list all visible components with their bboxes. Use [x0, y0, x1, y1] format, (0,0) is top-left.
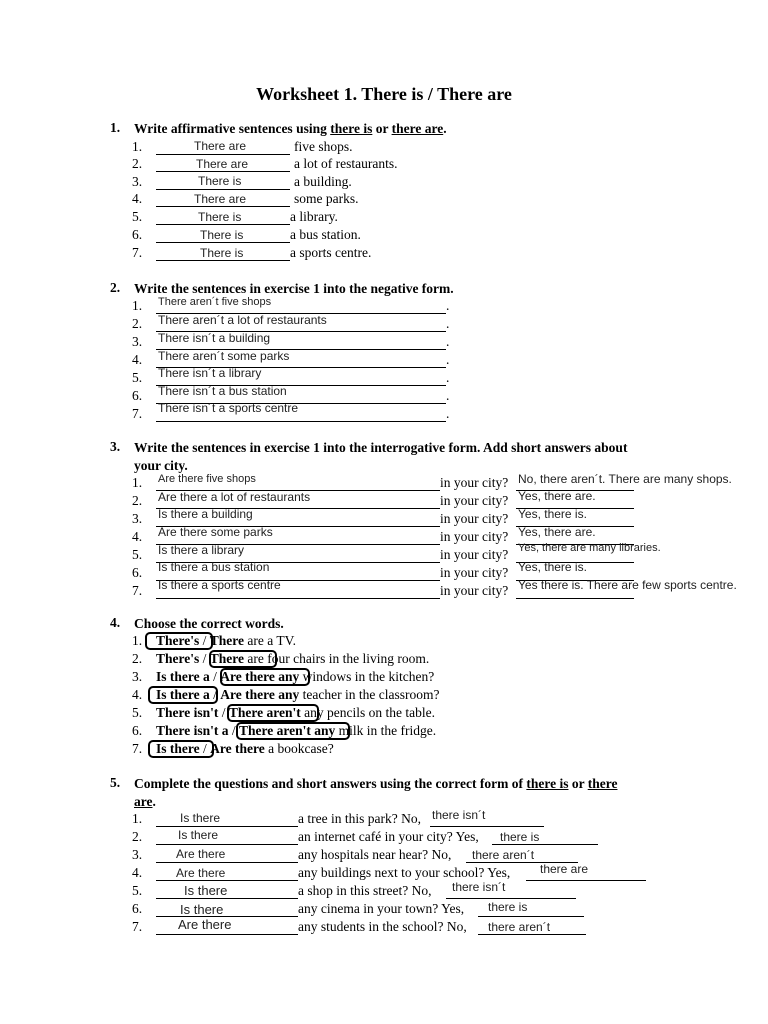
list-item: [132, 901, 768, 918]
handwritten-question: Is there a library: [158, 543, 245, 557]
list-item: [132, 862, 768, 882]
handwritten-short-answer: there is: [488, 900, 528, 914]
list-item: 1. There aren´t five shops .: [132, 296, 450, 313]
handwritten-answer: There aren´t a lot of restaurants: [158, 313, 327, 327]
instruction-text: Write affirmative sentences using: [134, 121, 331, 136]
option-a[interactable]: Is there: [156, 741, 200, 756]
option-a[interactable]: Is there a: [156, 669, 210, 684]
list-item: [132, 919, 768, 936]
handwritten-answer: There are: [194, 192, 247, 206]
item-number: 7.: [132, 919, 143, 934]
list-item: 2. There aren´t a lot of restaurants .: [132, 313, 450, 331]
item-number: 7.: [132, 406, 143, 421]
handwritten-short-answer: there is: [500, 830, 540, 844]
handwritten-answer: There isn´t a library: [158, 366, 262, 380]
handwritten-short-answer: Yes there is. There are few sports centre.: [518, 578, 737, 592]
handwritten-answer: Are there: [176, 866, 226, 880]
instruction-text: Write the sentences in exercise 1 into the interrogative form. Add short answers about: [134, 440, 628, 455]
list-item: [132, 669, 768, 686]
handwritten-answer: Is there: [184, 883, 228, 898]
item-number: 7.: [132, 245, 143, 260]
option-b[interactable]: There: [209, 633, 245, 648]
sentence-text: a shop in this street? No,: [298, 883, 432, 898]
option-separator: /: [228, 723, 240, 738]
sentence-text: in your city?: [440, 511, 509, 526]
item-number: 2.: [132, 829, 143, 844]
item-number: 1.: [132, 298, 143, 313]
item-number: 6.: [132, 565, 143, 580]
item-number: 1.: [132, 633, 143, 648]
exercise-number: 1.: [110, 120, 121, 135]
handwritten-short-answer: Yes, there are.: [518, 525, 596, 539]
handwritten-answer: There is: [200, 228, 244, 242]
instruction-text: or: [568, 776, 588, 791]
item-number: 3.: [132, 511, 143, 526]
exercise-number: 5.: [110, 775, 121, 790]
list-item: [132, 633, 768, 650]
handwritten-answer: There is: [200, 246, 244, 260]
sentence-text: any buildings next to your school? Yes,: [298, 865, 511, 880]
handwritten-question: Are there five shops: [158, 473, 256, 485]
item-number: 1.: [132, 139, 143, 154]
instruction-text: or: [372, 121, 392, 136]
item-number: 4.: [132, 352, 143, 367]
list-item: [132, 209, 768, 226]
handwritten-answer: Are there: [176, 847, 226, 861]
option-b[interactable]: There aren't any: [239, 723, 336, 738]
selection-circle: [145, 632, 213, 650]
list-item: [132, 651, 768, 668]
option-a[interactable]: There's: [156, 633, 200, 648]
sentence-text: some parks.: [294, 191, 359, 206]
option-separator: /: [199, 633, 210, 648]
handwritten-answer: There aren´t some parks: [158, 349, 290, 363]
option-separator: /: [199, 741, 211, 756]
sentence-text: are a TV.: [244, 633, 296, 648]
exercise-instruction: [134, 120, 734, 138]
handwritten-question: Is there a sports centre: [158, 578, 281, 592]
option-separator: /: [199, 651, 210, 666]
item-number: 3.: [132, 174, 143, 189]
handwritten-answer: There isn´t a bus station: [158, 384, 287, 398]
item-number: 5.: [132, 883, 143, 898]
exercise-instruction: [134, 439, 734, 475]
option-a[interactable]: Is there a: [156, 687, 210, 702]
list-item: [132, 245, 768, 262]
list-item: 3. There isn´t a building .: [132, 331, 450, 349]
question-blank[interactable]: [156, 811, 298, 827]
sentence-text: any hospitals near hear? No,: [298, 847, 452, 862]
handwritten-answer: There are: [194, 139, 247, 153]
item-number: 2.: [132, 156, 143, 171]
item-number: 1.: [132, 811, 143, 826]
handwritten-short-answer: there isn´t: [432, 808, 486, 822]
option-b[interactable]: Are there any: [220, 669, 300, 684]
option-a[interactable]: There isn't: [156, 705, 219, 720]
handwritten-answer: There isn´t a sports centre: [158, 401, 299, 415]
item-number: 6.: [132, 723, 143, 738]
handwritten-short-answer: Yes, there is.: [518, 507, 587, 521]
selection-circle: [227, 704, 319, 722]
item-number: 5.: [132, 547, 143, 562]
handwritten-short-answer: there aren´t: [488, 920, 551, 934]
handwritten-question: Is there a bus station: [158, 560, 270, 574]
exercise-number: 3.: [110, 439, 121, 454]
handwritten-question: Are there some parks: [158, 525, 273, 539]
sentence-text: a library.: [290, 209, 338, 224]
sentence-text: any students in the school? No,: [298, 919, 467, 934]
handwritten-answer: There isn´t a building: [158, 331, 271, 345]
question-blank[interactable]: [156, 901, 298, 917]
instruction-keyword: are: [134, 794, 153, 809]
handwritten-question: Is there a building: [158, 507, 253, 521]
item-number: 5.: [132, 705, 143, 720]
sentence-text: a lot of restaurants.: [294, 156, 398, 171]
handwritten-short-answer: there are: [540, 862, 589, 876]
list-item: 6. There isn´t a bus station .: [132, 384, 450, 403]
sentence-text: milk in the fridge.: [335, 723, 437, 738]
option-separator: /: [218, 705, 229, 720]
handwritten-question: Are there a lot of restaurants: [158, 490, 311, 504]
option-separator: /: [209, 669, 221, 684]
sentence-text: in your city?: [440, 475, 509, 490]
instruction-keyword: there: [587, 776, 618, 791]
list-item: [132, 139, 768, 156]
exercise-instruction: Choose the correct words.: [134, 616, 284, 631]
sentence-text: in your city?: [440, 565, 509, 580]
list-item: [132, 227, 768, 244]
sentence-text: a bookcase?: [264, 741, 334, 756]
item-number: 2.: [132, 651, 143, 666]
list-item: [132, 847, 768, 864]
handwritten-short-answer: there isn´t: [452, 880, 506, 894]
list-item: [132, 705, 768, 722]
handwritten-short-answer: Yes, there are many libraries.: [518, 542, 661, 554]
item-number: 2.: [132, 493, 143, 508]
item-number: 4.: [132, 191, 143, 206]
list-item: 7. There isn´t a sports centre .: [132, 401, 450, 421]
sentence-text: are four chairs in the living room.: [244, 651, 430, 666]
option-a[interactable]: There isn't a: [156, 723, 229, 738]
list-item: [132, 829, 768, 846]
sentence-text: in your city?: [440, 529, 509, 544]
exercise-number: 4.: [110, 615, 121, 630]
handwritten-answer: There are: [196, 157, 249, 171]
list-item: 5. There isn´t a library .: [132, 366, 450, 385]
instruction-keyword: there are: [391, 121, 444, 136]
list-item: [132, 808, 768, 828]
sentence-text: windows in the kitchen?: [299, 669, 435, 684]
handwritten-short-answer: Yes, there is.: [518, 560, 587, 574]
sentence-text: five shops.: [294, 139, 353, 154]
sentence-text: in your city?: [440, 547, 509, 562]
sentence-text: any cinema in your town? Yes,: [298, 901, 465, 916]
item-number: 5.: [132, 209, 143, 224]
list-item: [132, 174, 768, 191]
option-separator: /: [209, 687, 221, 702]
sentence-text: a building.: [294, 174, 352, 189]
item-number: 4.: [132, 687, 143, 702]
item-number: 1.: [132, 475, 143, 490]
handwritten-answer: There aren´t five shops: [158, 296, 272, 308]
option-a[interactable]: There's: [156, 651, 200, 666]
selection-circle: [236, 722, 350, 740]
selection-circle: [209, 650, 277, 668]
item-number: 3.: [132, 669, 143, 684]
instruction-keyword: there is: [330, 121, 373, 136]
item-number: 2.: [132, 316, 143, 331]
sentence-text: a sports centre.: [290, 245, 372, 260]
list-item: [132, 741, 768, 758]
selection-circle: [220, 668, 310, 686]
sentence-text: an internet café in your city? Yes,: [298, 829, 479, 844]
exercise-instruction: Write the sentences in exercise 1 into the negative form.: [134, 281, 454, 296]
sentence-text: teacher in the classroom?: [299, 687, 440, 702]
sentence-text: a tree in this park? No,: [298, 811, 421, 826]
option-b[interactable]: There aren't: [228, 705, 301, 720]
handwritten-answer: Is there: [178, 828, 219, 842]
handwritten-short-answer: Yes, there are.: [518, 489, 596, 503]
handwritten-answer: There is: [198, 210, 242, 224]
exercise-instruction: [134, 775, 734, 811]
selection-circle: [148, 740, 214, 758]
handwritten-answer: Is there: [180, 811, 221, 825]
item-number: 4.: [132, 529, 143, 544]
handwritten-short-answer: there aren´t: [472, 848, 535, 862]
instruction-text: .: [152, 794, 156, 809]
handwritten-short-answer: No, there aren´t. There are many shops.: [518, 472, 732, 486]
handwritten-answer: Is there: [180, 902, 224, 917]
instruction-text: Complete the questions and short answers using the correct form of: [134, 776, 527, 791]
handwritten-answer: Are there: [178, 917, 232, 932]
option-b[interactable]: There: [209, 651, 245, 666]
sentence-text: any pencils on the table.: [300, 705, 435, 720]
item-number: 3.: [132, 334, 143, 349]
item-number: 6.: [132, 901, 143, 916]
option-b[interactable]: Are there any: [220, 687, 300, 702]
item-number: 6.: [132, 227, 143, 242]
item-number: 7.: [132, 741, 143, 756]
item-number: 7.: [132, 583, 143, 598]
list-item: [132, 578, 768, 600]
exercise-number: 2.: [110, 280, 121, 295]
item-number: 6.: [132, 388, 143, 403]
item-number: 5.: [132, 370, 143, 385]
list-item: [132, 156, 768, 173]
instruction-text: your city.: [134, 458, 188, 473]
list-item: [132, 880, 768, 900]
list-item: [132, 191, 768, 208]
list-item: 4. There aren´t some parks .: [132, 349, 450, 367]
instruction-text: .: [443, 121, 447, 136]
instruction-keyword: there is: [526, 776, 569, 791]
list-item: [132, 723, 768, 740]
sentence-text: a bus station.: [290, 227, 361, 242]
sentence-text: in your city?: [440, 493, 509, 508]
item-number: 4.: [132, 865, 143, 880]
page-title: Worksheet 1. There is / There are: [256, 84, 512, 104]
option-b[interactable]: Are there: [210, 741, 265, 756]
sentence-text: in your city?: [440, 583, 509, 598]
selection-circle: [148, 686, 218, 704]
list-item: [132, 687, 768, 704]
item-number: 3.: [132, 847, 143, 862]
handwritten-answer: There is: [198, 174, 242, 188]
